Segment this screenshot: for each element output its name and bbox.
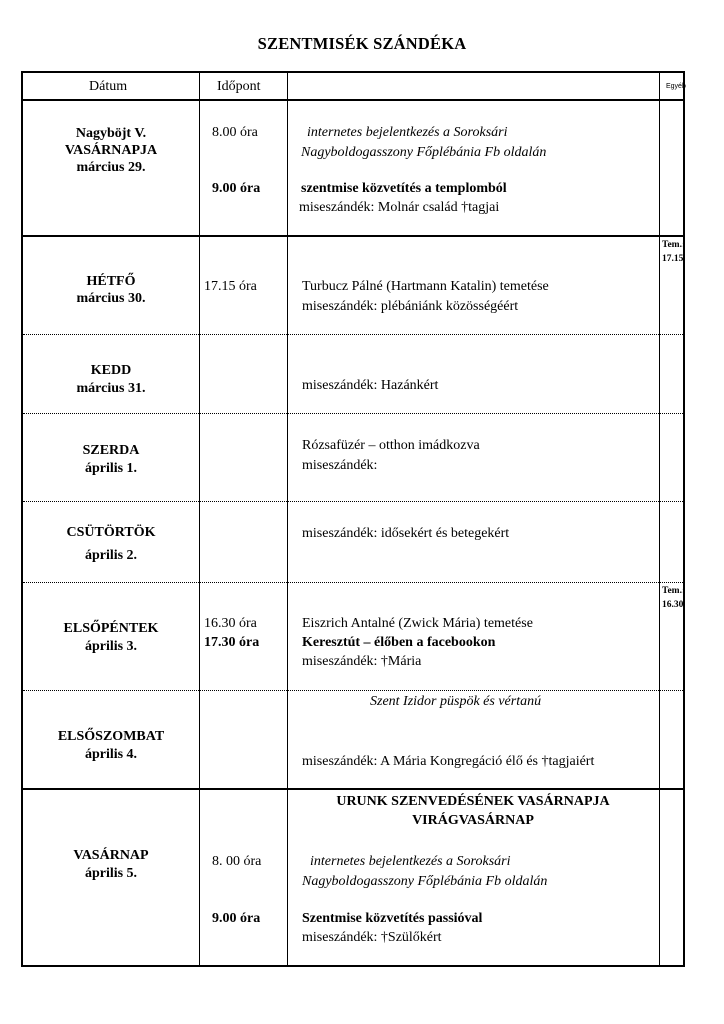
row-day: ELSŐPÉNTEK [63, 621, 159, 636]
row-date: március 30. [76, 291, 146, 306]
page-title: SZENTMISÉK SZÁNDÉKA [257, 34, 467, 53]
row-heading: VIRÁGVASÁRNAP [412, 813, 534, 828]
row-heading: URUNK SZENVEDÉSÉNEK VASÁRNAPJA [336, 794, 610, 809]
row-intention: miseszándék: idősekért és betegekért [302, 526, 510, 541]
row-divider [23, 334, 683, 335]
row-divider [23, 413, 683, 414]
row-time: 17.15 óra [204, 279, 257, 294]
row-time: 16.30 óra [204, 616, 257, 631]
row-text: szentmise közvetítés a templomból [301, 181, 507, 196]
row-date: április 2. [84, 548, 138, 563]
other-note: 16.30 [662, 600, 684, 610]
row-day-2: VASÁRNAPJA [64, 143, 158, 158]
row-time: 9.00 óra [212, 911, 261, 926]
row-feast: Szent Izidor püspök és vértanú [370, 694, 542, 709]
column-divider [199, 73, 200, 965]
row-date: április 5. [84, 866, 138, 881]
row-divider [23, 235, 683, 237]
row-text: Nagyboldogasszony Főplébánia Fb oldalán [301, 145, 547, 160]
row-time: 8. 00 óra [212, 854, 262, 869]
row-time: 8.00 óra [212, 125, 258, 140]
row-date: április 3. [84, 639, 138, 654]
row-intention: miseszándék: plébániánk közösségéért [302, 299, 519, 314]
row-day: SZERDA [82, 443, 140, 458]
row-divider [23, 690, 683, 691]
row-date: március 29. [76, 160, 146, 175]
row-day: KEDD [90, 363, 132, 378]
other-note: 17.15 [662, 254, 684, 264]
row-divider [23, 788, 683, 790]
row-divider [23, 582, 683, 583]
row-date: március 31. [76, 381, 146, 396]
row-date: április 4. [84, 747, 138, 762]
row-text: Turbucz Pálné (Hartmann Katalin) temetése [302, 279, 549, 294]
row-intention: miseszándék: [302, 458, 378, 473]
row-text: Szentmise közvetítés passióval [302, 911, 483, 926]
row-text: Keresztút – élőben a facebookon [302, 635, 496, 650]
row-intention: miseszándék: Molnár család †tagjai [299, 200, 500, 215]
row-text: Rózsafüzér – otthon imádkozva [302, 438, 480, 453]
row-text: Eiszrich Antalné (Zwick Mária) temetése [302, 616, 533, 631]
header-divider [23, 99, 683, 101]
row-intention: miseszándék: †Mária [302, 654, 422, 669]
mass-schedule-table [21, 71, 685, 967]
row-time: 17.30 óra [204, 635, 260, 650]
other-note: Tem.: [662, 586, 686, 596]
header-other: Egyéb [666, 83, 686, 90]
row-text: Nagyboldogasszony Főplébánia Fb oldalán [302, 874, 548, 889]
row-day: HÉTFŐ [86, 274, 136, 289]
row-text: internetes bejelentkezés a Soroksári [307, 125, 508, 140]
row-intention: miseszándék: Hazánkért [302, 378, 439, 393]
row-intention: miseszándék: A Mária Kongregáció élő és †tagjaiért [302, 754, 595, 769]
row-divider [23, 501, 683, 502]
column-divider [287, 73, 288, 965]
row-intention: miseszándék: †Szülőkért [302, 930, 442, 945]
row-day: CSÜTÖRTÖK [66, 525, 156, 540]
row-date: április 1. [84, 461, 138, 476]
row-day: VASÁRNAP [73, 848, 149, 863]
other-note: Tem.: [662, 240, 686, 250]
row-text: internetes bejelentkezés a Soroksári [310, 854, 511, 869]
column-divider [659, 73, 660, 965]
header-date: Dátum [89, 79, 128, 94]
row-day: ELSŐSZOMBAT [57, 729, 165, 744]
row-day: Nagyböjt V. [75, 126, 147, 141]
header-time: Időpont [217, 79, 261, 94]
row-time: 9.00 óra [212, 181, 261, 196]
